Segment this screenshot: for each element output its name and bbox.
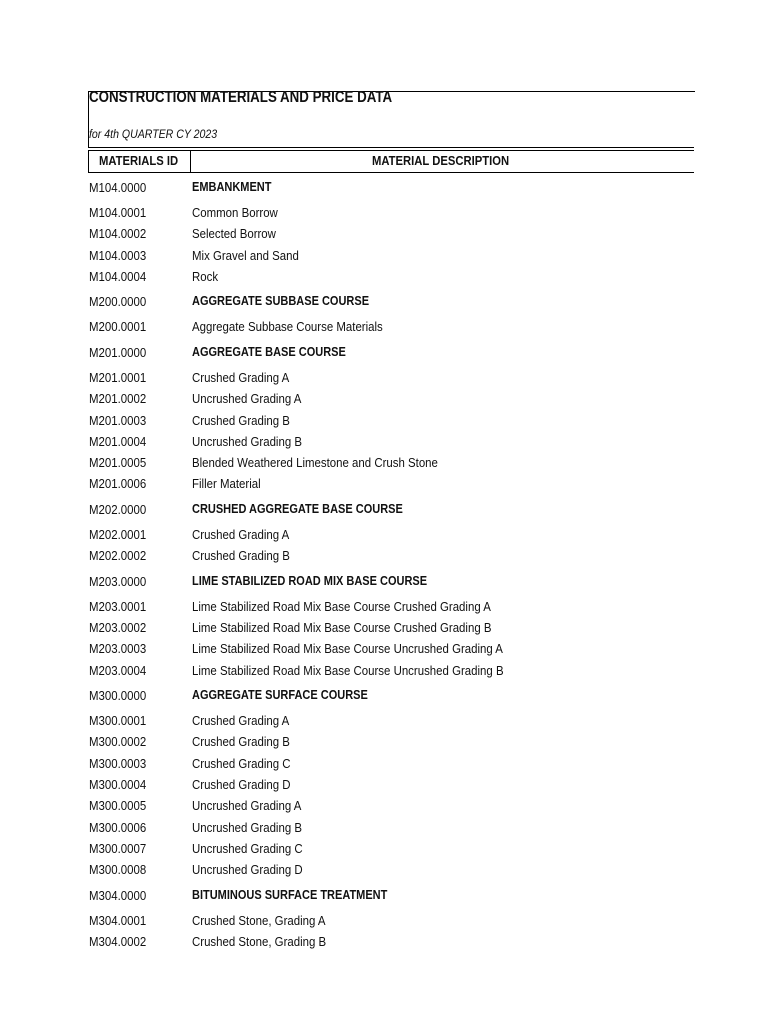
- material-description-cell: Crushed Grading D: [192, 777, 291, 792]
- table-row: [0, 319, 768, 339]
- table-row: [0, 663, 768, 683]
- materials-id-cell: M300.0001: [89, 713, 147, 728]
- material-description-cell: Lime Stabilized Road Mix Base Course Crushed Grading A: [192, 599, 491, 614]
- section-heading-cell: AGGREGATE BASE COURSE: [192, 345, 346, 359]
- table-row: [0, 841, 768, 861]
- materials-id-cell: M304.0002: [89, 934, 147, 949]
- table-row: [0, 734, 768, 754]
- material-description-cell: Crushed Grading B: [192, 548, 290, 563]
- materials-id-cell: M304.0000: [89, 888, 147, 903]
- table-row: [0, 370, 768, 390]
- table-row: [0, 226, 768, 246]
- materials-id-cell: M300.0004: [89, 777, 147, 792]
- materials-id-cell: M201.0001: [89, 370, 147, 385]
- table-row: [0, 756, 768, 776]
- section-heading-cell: AGGREGATE SUBBASE COURSE: [192, 294, 370, 308]
- materials-id-cell: M104.0001: [89, 205, 147, 220]
- materials-id-cell: M203.0002: [89, 620, 147, 635]
- table-row: [0, 934, 768, 954]
- section-heading-row: [0, 574, 768, 594]
- table-row: [0, 777, 768, 797]
- material-description-cell: Crushed Grading A: [192, 527, 290, 542]
- table-row: [0, 913, 768, 933]
- section-heading-row: [0, 688, 768, 708]
- table-row: [0, 476, 768, 496]
- materials-id-cell: M300.0002: [89, 734, 147, 749]
- material-description-cell: Blended Weathered Limestone and Crush Stone: [192, 455, 438, 470]
- section-heading-row: [0, 180, 768, 200]
- section-heading-cell: LIME STABILIZED ROAD MIX BASE COURSE: [192, 574, 428, 588]
- material-description-cell: Crushed Grading C: [192, 756, 291, 771]
- section-heading-row: [0, 888, 768, 908]
- document-subtitle: for 4th QUARTER CY 2023: [89, 127, 218, 141]
- material-description-cell: Uncrushed Grading B: [192, 820, 303, 835]
- column-header-materials-id: MATERIALS ID: [99, 154, 179, 168]
- material-description-cell: Crushed Grading A: [192, 370, 290, 385]
- table-row: [0, 599, 768, 619]
- material-description-cell: Uncrushed Grading A: [192, 391, 302, 406]
- materials-id-cell: M104.0002: [89, 226, 147, 241]
- material-description-cell: Uncrushed Grading C: [192, 841, 303, 856]
- materials-id-cell: M202.0001: [89, 527, 147, 542]
- materials-id-cell: M201.0000: [89, 345, 147, 360]
- material-description-cell: Selected Borrow: [192, 226, 276, 241]
- material-description-cell: Crushed Grading A: [192, 713, 290, 728]
- material-description-cell: Uncrushed Grading B: [192, 434, 303, 449]
- table-row: [0, 391, 768, 411]
- table-row: [0, 434, 768, 454]
- materials-id-cell: M300.0000: [89, 688, 147, 703]
- table-row: [0, 455, 768, 475]
- table-row: [0, 269, 768, 289]
- table-row: [0, 641, 768, 661]
- materials-id-cell: M201.0002: [89, 391, 147, 406]
- section-heading-cell: BITUMINOUS SURFACE TREATMENT: [192, 888, 388, 902]
- material-description-cell: Rock: [192, 269, 219, 284]
- table-row: [0, 862, 768, 882]
- material-description-cell: Uncrushed Grading D: [192, 862, 303, 877]
- material-description-cell: Uncrushed Grading A: [192, 798, 302, 813]
- material-description-cell: Aggregate Subbase Course Materials: [192, 319, 383, 334]
- materials-id-cell: M300.0006: [89, 820, 147, 835]
- document-title: CONSTRUCTION MATERIALS AND PRICE DATA: [89, 89, 393, 106]
- material-description-cell: Filler Material: [192, 476, 261, 491]
- materials-id-cell: M104.0003: [89, 248, 147, 263]
- section-heading-row: [0, 345, 768, 365]
- table-row: [0, 413, 768, 433]
- material-description-cell: Crushed Stone, Grading A: [192, 913, 326, 928]
- section-heading-cell: AGGREGATE SURFACE COURSE: [192, 688, 368, 702]
- table-row: [0, 248, 768, 268]
- table-row: [0, 798, 768, 818]
- section-heading-row: [0, 294, 768, 314]
- material-description-cell: Common Borrow: [192, 205, 278, 220]
- section-heading-cell: EMBANKMENT: [192, 180, 272, 194]
- material-description-cell: Lime Stabilized Road Mix Base Course Crushed Grading B: [192, 620, 492, 635]
- table-row: [0, 820, 768, 840]
- materials-id-cell: M300.0007: [89, 841, 147, 856]
- material-description-cell: Lime Stabilized Road Mix Base Course Uncrushed Grading B: [192, 663, 504, 678]
- section-heading-row: [0, 502, 768, 522]
- table-row: [0, 527, 768, 547]
- materials-id-cell: M104.0004: [89, 269, 147, 284]
- materials-id-cell: M200.0001: [89, 319, 147, 334]
- column-header-material-description: MATERIAL DESCRIPTION: [372, 154, 510, 168]
- materials-id-cell: M104.0000: [89, 180, 147, 195]
- table-row: [0, 713, 768, 733]
- materials-id-cell: M203.0001: [89, 599, 147, 614]
- materials-id-cell: M203.0000: [89, 574, 147, 589]
- materials-id-cell: M202.0002: [89, 548, 147, 563]
- materials-id-cell: M201.0006: [89, 476, 147, 491]
- materials-id-cell: M300.0008: [89, 862, 147, 877]
- material-description-cell: Crushed Grading B: [192, 734, 290, 749]
- table-row: [0, 205, 768, 225]
- materials-id-cell: M201.0005: [89, 455, 147, 470]
- materials-id-cell: M300.0005: [89, 798, 147, 813]
- materials-id-cell: M200.0000: [89, 294, 147, 309]
- materials-id-cell: M202.0000: [89, 502, 147, 517]
- material-description-cell: Crushed Grading B: [192, 413, 290, 428]
- table-row: [0, 548, 768, 568]
- materials-id-cell: M201.0004: [89, 434, 147, 449]
- material-description-cell: Mix Gravel and Sand: [192, 248, 299, 263]
- section-heading-cell: CRUSHED AGGREGATE BASE COURSE: [192, 502, 403, 516]
- table-row: [0, 620, 768, 640]
- materials-id-cell: M203.0003: [89, 641, 147, 656]
- materials-id-cell: M300.0003: [89, 756, 147, 771]
- materials-id-cell: M304.0001: [89, 913, 147, 928]
- material-description-cell: Crushed Stone, Grading B: [192, 934, 327, 949]
- materials-id-cell: M201.0003: [89, 413, 147, 428]
- material-description-cell: Lime Stabilized Road Mix Base Course Uncrushed Grading A: [192, 641, 503, 656]
- materials-id-cell: M203.0004: [89, 663, 147, 678]
